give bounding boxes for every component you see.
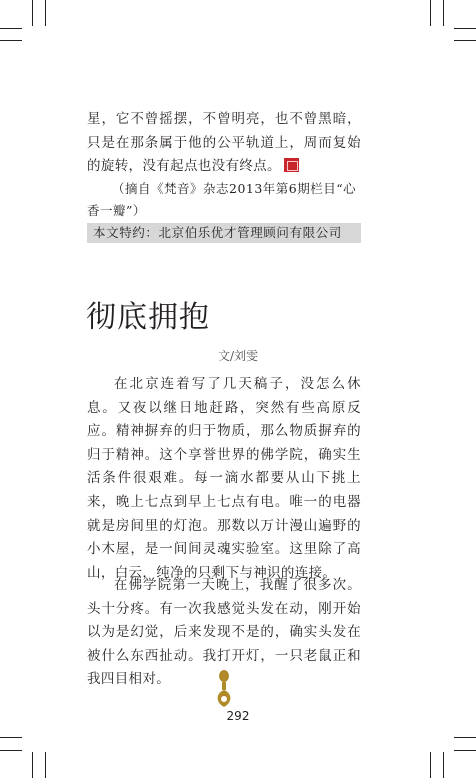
article-paragraph: 在北京连着写了几天稿子，没怎么休息。又夜以继日地赶路，突然有些高原反应。精神摒弃的归于物质，那么物质摒弃的归于精神。这个享誉世界的佛学院，确实生活条件很艰难。每一滴水都要从山下挑上来，晚上七点到早上七点有电。唯一的电器就是房间里的灯泡。那数以万计漫山遍野的小木屋，是一间间灵魂实验室。这里除了高山，白云，纯净的只剩下与神识的连接。	[87, 376, 361, 581]
crop-mark	[32, 0, 33, 26]
crop-mark	[430, 752, 431, 778]
crop-mark	[443, 752, 444, 778]
lotus-ornament-icon	[213, 669, 235, 709]
crop-mark	[454, 28, 476, 29]
crop-mark	[45, 0, 46, 26]
article-author: 文/刘雯	[217, 349, 259, 363]
crop-mark	[454, 737, 476, 738]
crop-mark	[32, 752, 33, 778]
continued-paragraph: 星，它不曾摇摆，不曾明亮，也不曾黑暗，只是在那条属于他的公平轨道上，周而复始的旋转，没有起点也没有终点。	[87, 111, 361, 175]
crop-mark	[454, 40, 476, 41]
sponsor-bar: 本文特约：北京伯乐优才管理顾问有限公司	[87, 223, 361, 243]
page-number: 292	[226, 709, 250, 723]
crop-mark	[443, 0, 444, 26]
article-title: 彻底拥抱	[86, 300, 210, 335]
crop-mark	[45, 752, 46, 778]
seal-stamp-icon	[284, 158, 299, 172]
crop-mark	[0, 750, 22, 751]
crop-mark	[454, 750, 476, 751]
crop-mark	[0, 737, 22, 738]
crop-mark	[0, 40, 22, 41]
crop-mark	[0, 28, 22, 29]
article-paragraph: 在佛学院第一天晚上，我醒了很多次。头十分疼。有一次我感觉头发在动，刚开始以为是幻觉，后来发现不是的，确实头发在被什么东西扯动。我打开灯，一只老鼠正和我四目相对。	[87, 577, 361, 688]
source-note: （摘自《梵音》杂志2013年第6期栏目“心香一瓣”）	[87, 181, 357, 218]
crop-mark	[430, 0, 431, 26]
